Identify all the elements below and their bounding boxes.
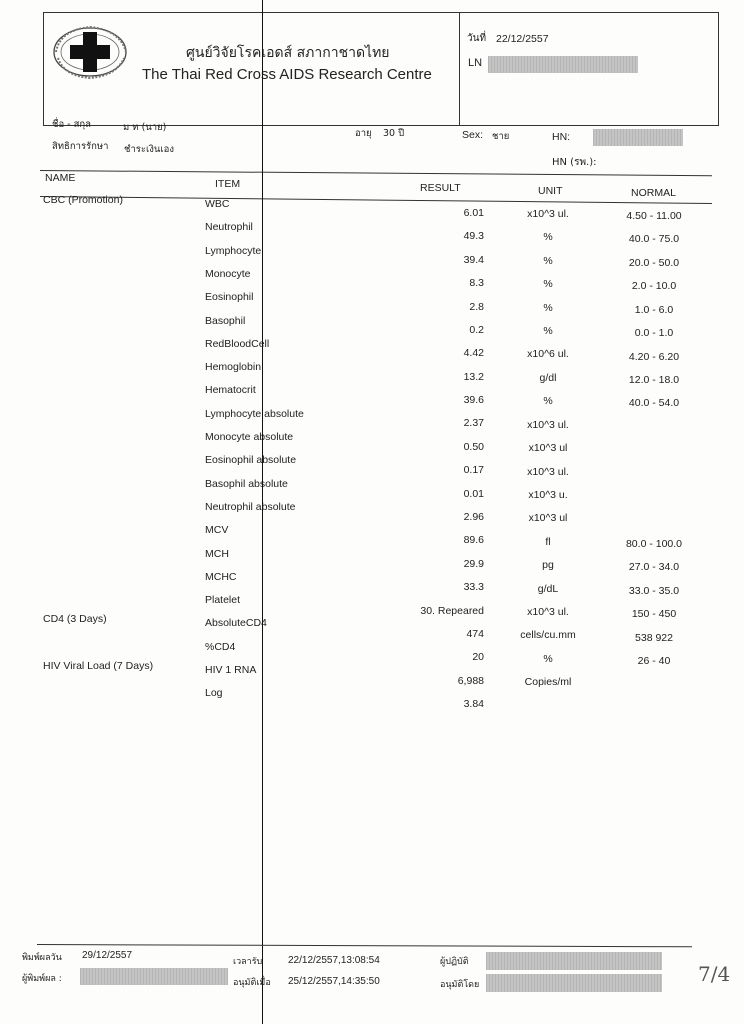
row-unit: x10^3 ul. bbox=[527, 418, 569, 431]
row-normal: 40.0 - 54.0 bbox=[628, 397, 680, 410]
row-result: 0.01 bbox=[463, 487, 484, 500]
row-unit: x10^6 ul. bbox=[527, 348, 569, 361]
row-item: MCH bbox=[205, 547, 229, 560]
performer-redacted bbox=[486, 952, 662, 970]
row-result: 89.6 bbox=[463, 534, 484, 547]
name-label: ชื่อ - สกุล bbox=[52, 119, 91, 130]
date-value: 22/12/2557 bbox=[496, 33, 549, 45]
row-unit: g/dL bbox=[537, 582, 559, 595]
table-header-bottom-line bbox=[40, 196, 712, 204]
row-result: 49.3 bbox=[463, 230, 484, 243]
row-item: Monocyte bbox=[205, 267, 251, 280]
row-item: HIV 1 RNA bbox=[205, 664, 257, 676]
row-name: CBC (Promotion) bbox=[43, 194, 123, 206]
row-normal: 1.0 - 6.0 bbox=[634, 303, 674, 316]
row-item: Lymphocyte absolute bbox=[205, 407, 304, 420]
performer-label: ผู้ปฏิบัติ bbox=[440, 957, 469, 967]
col-item: ITEM bbox=[215, 178, 241, 190]
row-normal: 12.0 - 18.0 bbox=[628, 373, 680, 386]
name-value: ม ท (นาย) bbox=[123, 122, 167, 133]
row-unit: x10^3 ul. bbox=[527, 605, 569, 618]
row-normal: 80.0 - 100.0 bbox=[625, 537, 683, 550]
approved-value: 25/12/2557,14:35:50 bbox=[288, 976, 380, 987]
row-item: RedBloodCell bbox=[205, 337, 270, 350]
footer-line bbox=[37, 944, 692, 947]
sex-value: ชาย bbox=[492, 131, 510, 142]
sex-label: Sex: bbox=[462, 129, 484, 141]
col-result: RESULT bbox=[420, 182, 461, 194]
row-item: %CD4 bbox=[205, 640, 236, 653]
row-result: 0.2 bbox=[469, 323, 484, 336]
hn-label: HN: bbox=[552, 131, 571, 143]
hn-redacted bbox=[593, 129, 683, 146]
row-result: 2.8 bbox=[469, 300, 484, 313]
row-item: Basophil bbox=[205, 314, 246, 327]
age-value: 30 ปี bbox=[383, 128, 405, 139]
row-unit: x10^3 ul. bbox=[527, 465, 569, 478]
row-unit: x10^3 ul. bbox=[527, 208, 569, 220]
row-item: Hematocrit bbox=[205, 384, 256, 397]
row-result: 8.3 bbox=[469, 277, 484, 290]
row-unit: % bbox=[543, 395, 553, 408]
row-item: WBC bbox=[205, 198, 230, 210]
row-unit: fl bbox=[545, 535, 551, 548]
row-item: Eosinophil absolute bbox=[205, 454, 297, 467]
row-result: 29.9 bbox=[463, 557, 484, 570]
approver-label: อนุมัติโดย bbox=[440, 980, 480, 990]
row-unit: cells/cu.mm bbox=[520, 629, 576, 642]
row-result: 6.01 bbox=[463, 207, 484, 219]
age-label: อายุ bbox=[355, 128, 372, 139]
row-normal: 26 - 40 bbox=[637, 654, 671, 667]
handwritten-note: 7/4 bbox=[698, 962, 731, 986]
print-date-value: 29/12/2557 bbox=[82, 950, 133, 961]
row-item: Eosinophil bbox=[205, 291, 254, 304]
date-label: วันที่ bbox=[467, 33, 487, 44]
row-item: MCV bbox=[205, 524, 229, 537]
col-normal: NORMAL bbox=[631, 187, 676, 199]
row-result: 4.42 bbox=[463, 347, 484, 360]
row-name: CD4 (3 Days) bbox=[43, 613, 107, 626]
row-item: Neutrophil absolute bbox=[205, 500, 296, 513]
table-header-top-line bbox=[40, 170, 712, 176]
row-item: Neutrophil bbox=[205, 221, 253, 234]
row-result: 0.50 bbox=[463, 440, 484, 453]
row-item: Platelet bbox=[205, 594, 241, 607]
row-unit: Copies/ml bbox=[524, 676, 572, 689]
row-name: HIV Viral Load (7 Days) bbox=[43, 660, 154, 672]
received-value: 22/12/2557,13:08:54 bbox=[288, 955, 380, 966]
print-date-label: พิมพ์ผลวัน bbox=[22, 953, 62, 963]
row-item: Basophil absolute bbox=[205, 477, 288, 490]
row-unit: % bbox=[543, 652, 553, 665]
row-normal: 27.0 - 34.0 bbox=[628, 561, 680, 574]
row-result: 39.4 bbox=[463, 253, 484, 266]
printer-label: ผู้พิมพ์ผล : bbox=[22, 974, 62, 984]
row-result: 6,988 bbox=[457, 674, 484, 687]
row-item: Lymphocyte bbox=[205, 244, 262, 257]
row-item: Monocyte absolute bbox=[205, 431, 294, 443]
header-divider bbox=[459, 12, 460, 125]
hn-hospital-label: HN (รพ.): bbox=[552, 157, 597, 168]
row-normal: 4.50 - 11.00 bbox=[626, 210, 682, 222]
row-normal: 40.0 - 75.0 bbox=[628, 233, 680, 246]
org-name-english: The Thai Red Cross AIDS Research Centre bbox=[142, 66, 432, 83]
row-unit: % bbox=[543, 325, 553, 338]
row-normal: 4.20 - 6.20 bbox=[628, 350, 680, 363]
row-normal: 0.0 - 1.0 bbox=[634, 327, 674, 340]
row-unit: % bbox=[543, 254, 553, 267]
row-normal: 538 922 bbox=[635, 631, 673, 644]
row-item: MCHC bbox=[205, 570, 237, 583]
row-normal: 2.0 - 10.0 bbox=[631, 280, 677, 293]
coverage-label: สิทธิการรักษา bbox=[52, 141, 109, 152]
row-unit: x10^3 u. bbox=[528, 488, 568, 501]
row-result: 0.17 bbox=[463, 464, 484, 477]
row-unit: pg bbox=[542, 559, 554, 572]
row-item: Log bbox=[205, 687, 223, 700]
row-unit: x10^3 ul bbox=[528, 442, 568, 455]
col-unit: UNIT bbox=[538, 185, 563, 197]
approved-label: อนุมัติเมื่อ bbox=[233, 978, 271, 988]
red-cross-logo-icon bbox=[50, 22, 134, 80]
row-result: 20 bbox=[472, 651, 484, 664]
col-name: NAME bbox=[45, 172, 76, 184]
row-normal: 33.0 - 35.0 bbox=[628, 584, 680, 597]
row-unit: % bbox=[543, 278, 553, 291]
row-result: 474 bbox=[466, 627, 484, 640]
received-label: เวลารับ bbox=[233, 957, 263, 967]
row-result: 30. Repeared bbox=[420, 604, 484, 617]
row-unit: % bbox=[543, 231, 553, 244]
ln-label: LN bbox=[468, 57, 483, 69]
row-unit: % bbox=[543, 301, 553, 314]
printer-redacted bbox=[80, 968, 228, 985]
row-item: Hemoglobin bbox=[205, 361, 262, 374]
fold-line bbox=[262, 0, 263, 1024]
row-normal: 20.0 - 50.0 bbox=[628, 256, 680, 269]
row-result: 33.3 bbox=[463, 581, 484, 594]
row-unit: g/dl bbox=[539, 371, 557, 384]
row-unit: x10^3 ul bbox=[528, 512, 568, 525]
ln-redacted bbox=[488, 56, 638, 73]
row-item: AbsoluteCD4 bbox=[205, 617, 267, 630]
approver-redacted bbox=[486, 974, 662, 992]
row-result: 39.6 bbox=[463, 394, 484, 407]
row-result: 13.2 bbox=[463, 370, 484, 383]
row-result: 2.37 bbox=[463, 417, 484, 430]
coverage-value: ชำระเงินเอง bbox=[124, 144, 174, 155]
row-result: 2.96 bbox=[463, 510, 484, 523]
row-result: 3.84 bbox=[463, 698, 484, 711]
row-normal: 150 - 450 bbox=[631, 608, 677, 621]
org-name-thai: ศูนย์วิจัยโรคเอดส์ สภากาชาดไทย bbox=[186, 45, 390, 61]
